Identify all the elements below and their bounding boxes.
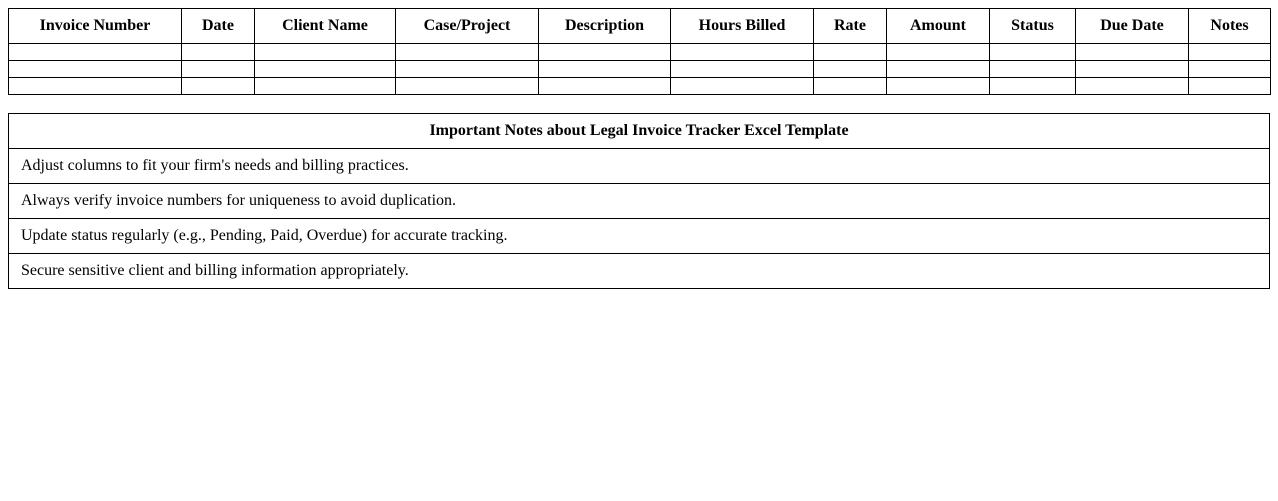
table-row [9, 61, 1271, 78]
table-cell[interactable] [887, 78, 990, 95]
list-item [9, 149, 1270, 184]
list-item [9, 254, 1270, 289]
table-cell[interactable] [1189, 78, 1271, 95]
invoice-tracker-table [8, 8, 1271, 95]
header-notes: Notes [1189, 9, 1271, 44]
table-cell[interactable] [887, 44, 990, 61]
table-cell[interactable] [9, 44, 182, 61]
table-cell[interactable] [671, 44, 814, 61]
table-cell[interactable] [539, 78, 671, 95]
table-cell[interactable] [539, 44, 671, 61]
page-content [8, 8, 1270, 289]
table-cell[interactable] [182, 78, 255, 95]
table-cell[interactable] [396, 44, 539, 61]
header-date: Date [182, 9, 255, 44]
list-item [9, 184, 1270, 219]
header-invoice-number: Invoice Number [9, 9, 182, 44]
header-case-project: Case/Project [396, 9, 539, 44]
table-cell[interactable] [182, 61, 255, 78]
table-cell[interactable] [255, 44, 396, 61]
note-text: Always verify invoice numbers for uniqueness to avoid duplication. [9, 184, 1270, 219]
table-cell[interactable] [671, 61, 814, 78]
table-row [9, 78, 1271, 95]
table-cell[interactable] [539, 61, 671, 78]
important-notes-table [8, 113, 1270, 289]
note-text: Update status regularly (e.g., Pending, Paid, Overdue) for accurate tracking. [9, 219, 1270, 254]
header-client-name: Client Name [255, 9, 396, 44]
table-cell[interactable] [887, 61, 990, 78]
table-cell[interactable] [1189, 61, 1271, 78]
table-cell[interactable] [1189, 44, 1271, 61]
table-cell[interactable] [814, 44, 887, 61]
note-text: Adjust columns to fit your firm's needs and billing practices. [9, 149, 1270, 184]
table-cell[interactable] [671, 78, 814, 95]
table-cell[interactable] [990, 61, 1076, 78]
table-cell[interactable] [814, 78, 887, 95]
note-text: Secure sensitive client and billing information appropriately. [9, 254, 1270, 289]
notes-title: Important Notes about Legal Invoice Tracker Excel Template [9, 114, 1270, 149]
notes-header-row [9, 114, 1270, 149]
header-description: Description [539, 9, 671, 44]
table-cell[interactable] [1076, 78, 1189, 95]
header-hours-billed: Hours Billed [671, 9, 814, 44]
header-due-date: Due Date [1076, 9, 1189, 44]
table-cell[interactable] [396, 78, 539, 95]
table-cell[interactable] [9, 78, 182, 95]
table-cell[interactable] [396, 61, 539, 78]
table-cell[interactable] [1076, 61, 1189, 78]
table-cell[interactable] [255, 61, 396, 78]
table-header-row [9, 9, 1271, 44]
header-rate: Rate [814, 9, 887, 44]
table-cell[interactable] [990, 44, 1076, 61]
table-cell[interactable] [1076, 44, 1189, 61]
list-item [9, 219, 1270, 254]
table-cell[interactable] [255, 78, 396, 95]
header-status: Status [990, 9, 1076, 44]
table-cell[interactable] [182, 44, 255, 61]
table-cell[interactable] [814, 61, 887, 78]
table-cell[interactable] [990, 78, 1076, 95]
table-cell[interactable] [9, 61, 182, 78]
header-amount: Amount [887, 9, 990, 44]
table-row [9, 44, 1271, 61]
